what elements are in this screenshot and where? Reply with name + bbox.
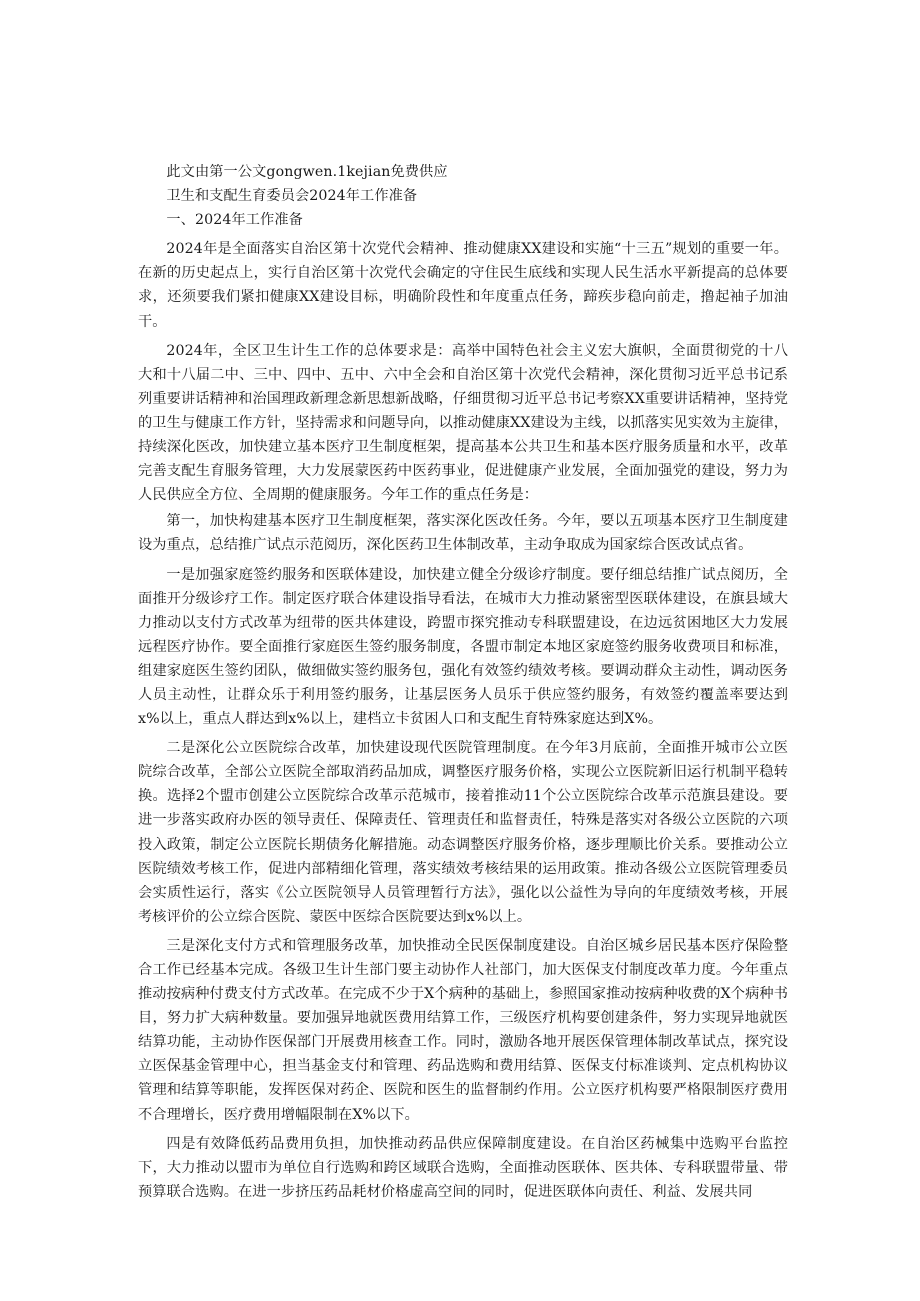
paragraph-task-one: 第一，加快构建基本医疗卫生制度框架，落实深化医改任务。今年，要以五项基本医疗卫生制度建设为重点，总结推广试点示范阅历，深化医药卫生体制改革，主动争取成为国家综合医改试点省。: [138, 513, 788, 554]
document-title: 卫生和支配生育委员会2024年工作准备: [166, 188, 418, 205]
paragraph-item-one: 一是加强家庭签约服务和医联体建设，加快建立健全分级诊疗制度。要仔细总结推广试点阅历，全面推开分级诊疗工作。制定医疗联合体建设指导看法，在城市大力推动紧密型医联体建设，在旗县域大力推动以支付方式改革为纽带的医共体建设，跨盟市探究推动专科联盟建设，在边远贫困地区大力发展远程医疗协作。要全面推行家庭医生签约服务制度，各盟市制定本地区家庭签约服务收费项目和标准，组建家庭医生签约团队，做细做实签约服务包，强化有效签约绩效考核。要调动群众主动性，调动医务人员主动性，让群众乐于利用签约服务，让基层医务人员乐于供应签约服务，有效签约覆盖率要达到x%以上，重点人群达到x%以上，建档立卡贫困人口和支配生育特殊家庭达到X%。: [138, 566, 788, 728]
document-body: [138, 160, 788, 1204]
section-heading: 一、2024年工作准备: [166, 212, 303, 229]
source-note: 此文由第一公文gongwen.1kejian免费供应: [166, 164, 448, 180]
paragraph-item-two: 二是深化公立医院综合改革，加快建设现代医院管理制度。在今年3月底前，全面推开城市公立医院综合改革，全部公立医院全部取消药品加成，调整医疗服务价格，实现公立医院新旧运行机制平稳转换。选择2个盟市创建公立医院综合改革示范城市，接着推动11个公立医院综合改革示范旗县建设。要进一步落实政府办医的领导责任、保障责任、管理责任和监督责任，特殊是落实对各级公立医院的六项投入政策，制定公立医院长期债务化解措施。动态调整医疗服务价格，逐步理顺比价关系。要推动公立医院绩效考核工作，促进内部精细化管理，落实绩效考核结果的运用政策。推动各级公立医院管理委员会实质性运行，落实《公立医院领导人员管理暂行方法》，强化以公益性为导向的年度绩效考核，开展考核评价的公立综合医院、蒙医中医综合医院要达到x%以上。: [138, 740, 788, 925]
paragraph-overall-requirements: 2024年，全区卫生计生工作的总体要求是：高举中国特色社会主义宏大旗帜，全面贯彻党的十八大和十八届二中、三中、四中、五中、六中全会和自治区第十次党代会精神，深化贯彻习近平总书记系列重要讲话精神和治国理政新理念新思想新战略，仔细贯彻习近平总书记考察XX重要讲话精神，坚持党的卫生与健康工作方针，坚持需求和问题导向，以推动健康XX建设为主线，以抓落实见实效为主旋律，持续深化医改，加快建立基本医疗卫生制度框架，提高基本公共卫生和基本医疗服务质量和水平，改革完善支配生育服务管理，大力发展蒙医药中医药事业，促进健康产业发展，全面加强党的建设，努力为人民供应全方位、全周期的健康服务。今年工作的重点任务是：: [138, 342, 788, 504]
paragraph-item-four: 四是有效降低药品费用负担，加快推动药品供应保障制度建设。在自治区药械集中选购平台监控下，大力推动以盟市为单位自行选购和跨区域联合选购，全面推动医联体、医共体、专科联盟带量、带预算联合选购。在进一步挤压药品耗材价格虚高空间的同时，促进医联体向责任、利益、发展共同: [138, 1135, 788, 1200]
paragraph-intro: 2024年是全面落实自治区第十次党代会精神、推动健康XX建设和实施“十三五”规划的重要一年。在新的历史起点上，实行自治区第十次党代会确定的守住民生底线和实现人民生活水平新提高的总体要求，还须要我们紧扣健康XX建设目标，明确阶段性和年度重点任务，蹄疾步稳向前走，撸起袖子加油干。: [138, 241, 788, 330]
paragraph-item-three: 三是深化支付方式和管理服务改革，加快推动全民医保制度建设。自治区城乡居民基本医疗保险整合工作已经基本完成。各级卫生计生部门要主动协作人社部门，加大医保支付制度改革力度。今年重点推动按病种付费支付方式改革。在完成不少于X个病种的基础上，参照国家推动按病种收费的X个病种书目，努力扩大病种数量。要加强异地就医费用结算工作，三级医疗机构要创建条件，努力实现异地就医结算功能，主动协作医保部门开展费用核查工作。同时，激励各地开展医保管理体制改革试点，探究设立医保基金管理中心，担当基金支付和管理、药品选购和费用结算、医保支付标准谈判、定点机构协议管理和结算等职能，发挥医保对药企、医院和医生的监督制约作用。公立医疗机构要严格限制医疗费用不合理增长，医疗费用增幅限制在X%以下。: [138, 937, 788, 1123]
